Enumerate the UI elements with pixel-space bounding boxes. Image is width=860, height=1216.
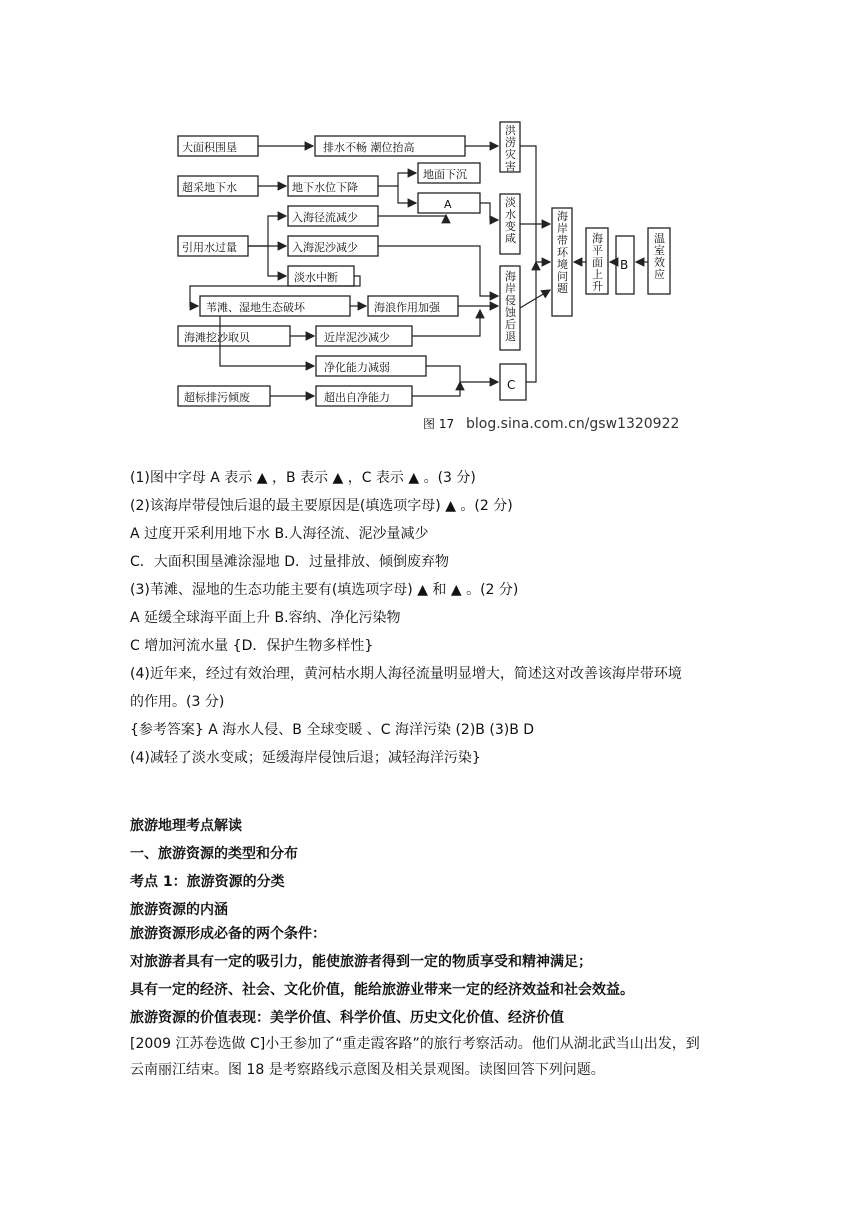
label-c: C [507,378,516,392]
q3-option-ab: A 延缓全球海平面上升 B.容纳、净化污染物 [130,610,401,626]
label-flood: 洪涝灾害 [505,124,516,173]
condition-1: 对旅游者具有一定的吸引力，能使旅游者得到一定的物质享受和精神满足； [130,954,592,970]
label-a: A [444,198,452,211]
q3-option-cd: C 增加河流水量 {D．保护生物多样性} [130,638,374,654]
label-nearshore: 近岸泥沙减少 [324,331,390,344]
value-line: 旅游资源的价值表现：美学价值、科学价值、历史文化价值、经济价值 [130,1010,564,1026]
label-reclamation: 大面积围垦 [182,141,237,154]
answer-line-2: (4)减轻了淡水变咸；延缓海岸侵蚀后退；减轻海洋污染} [130,750,481,766]
q2-option-ab: A 过度开采利用地下水 B.人海径流、泥沙量减少 [130,526,429,542]
label-water-table: 地下水位下降 [292,181,358,194]
label-overuse: 引用水过量 [182,241,237,254]
heading-2: 考点 1：旅游资源的分类 [130,874,285,890]
figure-label: 图 17 [423,417,455,431]
label-self-purify: 超出自净能力 [324,391,390,404]
label-groundwater: 超采地下水 [182,181,237,194]
label-runoff: 入海径流减少 [292,211,358,224]
label-wetland: 苇滩、湿地生态破坏 [206,301,305,314]
label-wave: 海浪作用加强 [374,301,440,314]
q4-line-2: 的作用。(3 分) [130,694,225,710]
label-coastal-problem: 海岸带环境问题 [557,210,568,295]
label-cutoff: 淡水中断 [294,271,338,284]
label-subsidence: 地面下沉 [423,168,467,181]
label-salinity: 淡水变咸 [505,196,516,245]
label-sea-level: 海平面上升 [592,232,603,293]
condition-2: 具有一定的经济、社会、文化价值，能给旅游业带来一定的经济效益和社会效益。 [130,982,634,998]
flowchart-figure [160,110,700,440]
label-b: B [620,258,629,272]
heading-1: 一、旅游资源的类型和分布 [130,846,298,862]
answer-line-1: {参考答案} A 海水人侵、B 全球变暖 、C 海洋污染 (2)B (3)B D [130,722,535,738]
q2-option-cd: C．大面积围垦滩涂湿地 D．过量排放、倾倒废弃物 [130,554,450,570]
label-purify: 净化能力减弱 [324,361,390,374]
exam-intro-2: 云南丽江结束。图 18 是考察路线示意图及相关景观图。读图回答下列问题。 [130,1062,605,1078]
q2-line: (2)该海岸带侵蚀后退的最主要原因是(填选项字母) ▲ 。(2 分) [130,498,513,514]
watermark: blog.sina.com.cn/gsw1320922 [466,416,680,432]
label-sand-digging: 海滩挖沙取贝 [184,331,250,344]
label-erosion: 海岸侵蚀后退 [505,270,516,343]
label-sediment: 入海泥沙减少 [292,241,358,254]
q1-line: (1)图中字母 A 表示 ▲ ，B 表示 ▲ ，C 表示 ▲ 。(3 分) [130,470,476,486]
label-drainage: 排水不畅 潮位抬高 [323,141,415,154]
label-greenhouse: 温室效应 [654,232,665,281]
label-pollution: 超标排污倾废 [184,391,250,404]
section-title: 旅游地理考点解读 [130,818,242,834]
heading-3: 旅游资源的内涵 [130,902,228,918]
exam-intro-1: [2009 江苏卷选做 C]小王参加了“重走霞客路”的旅行考察活动。他们从湖北武当山出发，到 [130,1036,700,1052]
q3-line: (3)苇滩、湿地的生态功能主要有(填选项字母) ▲ 和 ▲ 。(2 分) [130,582,519,598]
conditions-title: 旅游资源形成必备的两个条件： [130,926,326,942]
q4-line: (4)近年来，经过有效治理，黄河枯水期人海径流量明显增大，简述这对改善该海岸带环境 [130,666,682,682]
